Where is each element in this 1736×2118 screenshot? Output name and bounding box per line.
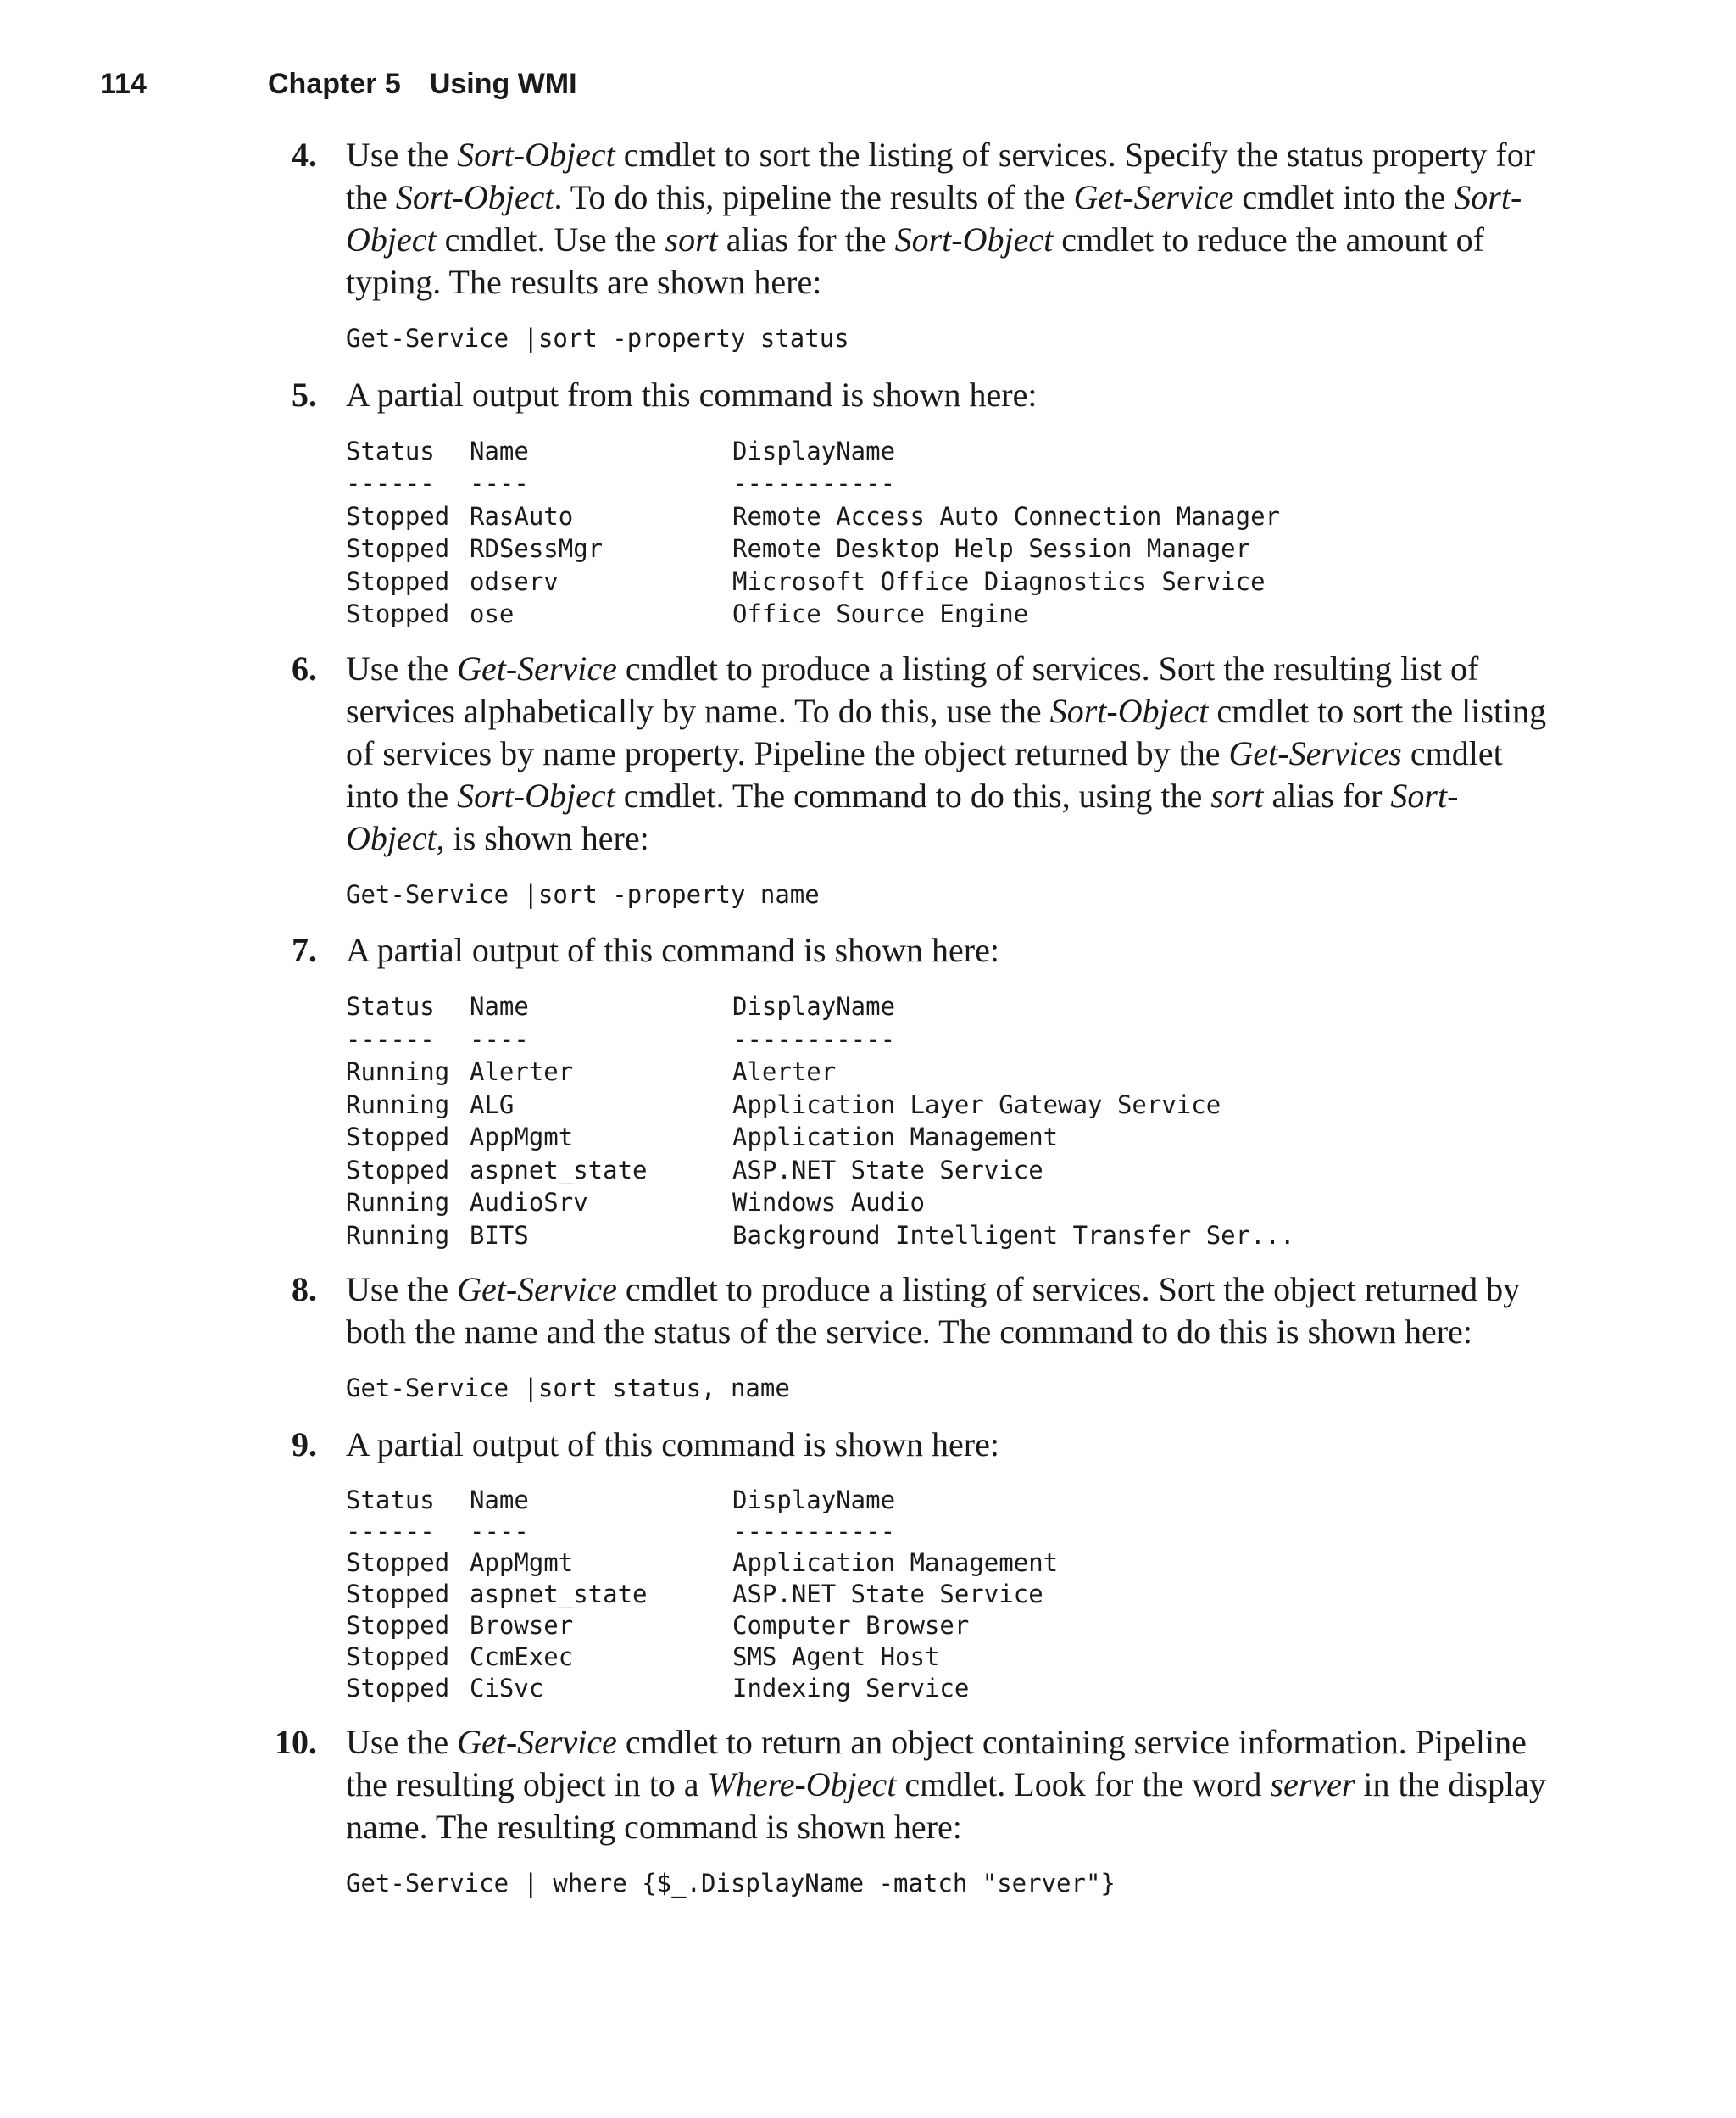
text-run: cmdlet into the bbox=[1233, 178, 1455, 216]
text-run: cmdlet to produce a listing of services. Sort the object returned by both the name and the status of the service. The command to do this is shown here: bbox=[346, 1270, 1521, 1351]
output-cell: RasAuto bbox=[470, 501, 574, 531]
emphasized-term: Sort-Object bbox=[894, 220, 1054, 259]
output-cell: Status bbox=[346, 992, 435, 1021]
output-cell: Stopped bbox=[346, 534, 450, 563]
output-cell: RDSessMgr bbox=[470, 534, 604, 563]
text-run: cmdlet to sort the listing of services. Specify the status property for the bbox=[346, 136, 1536, 216]
output-cell: AppMgmt bbox=[470, 1547, 574, 1577]
step-paragraph bbox=[346, 1268, 1550, 1353]
output-cell: ----------- bbox=[732, 1024, 896, 1054]
code-block: Get-Service |sort -property status bbox=[346, 324, 849, 353]
output-row bbox=[346, 1673, 1550, 1704]
page-number: 114 bbox=[100, 68, 147, 100]
output-cell: Application Management bbox=[732, 1547, 1059, 1577]
text-run: alias for bbox=[1263, 776, 1391, 815]
output-cell: Application Layer Gateway Service bbox=[732, 1090, 1221, 1119]
output-cell: ----------- bbox=[732, 469, 896, 498]
step-number: 10. bbox=[275, 1722, 317, 1761]
output-cell: Indexing Service bbox=[732, 1673, 970, 1703]
output-cell: ALG bbox=[470, 1090, 515, 1119]
emphasized-term: Get-Service bbox=[457, 1270, 617, 1308]
output-cell: Windows Audio bbox=[732, 1188, 925, 1217]
output-cell: Application Management bbox=[732, 1123, 1059, 1151]
chapter-label: Chapter 5 bbox=[268, 68, 401, 100]
emphasized-term: Where-Object bbox=[707, 1764, 897, 1803]
text-run: Use the bbox=[346, 649, 458, 688]
output-cell: Remote Desktop Help Session Manager bbox=[732, 534, 1251, 563]
text-run: , is shown here: bbox=[436, 818, 649, 857]
output-row bbox=[346, 1219, 1550, 1252]
text-run: Use the bbox=[346, 1270, 458, 1308]
text-run: cmdlet to return an object containing service information. Pipeline the resulting object in to a bbox=[346, 1722, 1527, 1803]
output-cell: Status bbox=[346, 436, 435, 465]
output-cell: ose bbox=[470, 599, 515, 628]
page-body bbox=[275, 134, 1550, 1918]
output-cell: aspnet_state bbox=[470, 1155, 648, 1184]
output-row bbox=[346, 1579, 1550, 1610]
output-cell: Stopped bbox=[346, 1123, 450, 1151]
text-run: cmdlet to sort the listing of services by name property. Pipeline the object returned by the bbox=[346, 691, 1547, 772]
emphasized-term: Sort-Object bbox=[457, 136, 615, 174]
output-row bbox=[346, 566, 1550, 599]
output-row bbox=[346, 500, 1550, 533]
step-item bbox=[275, 1721, 1550, 1900]
output-header-row bbox=[346, 1485, 1550, 1516]
output-cell: AudioSrv bbox=[470, 1188, 588, 1217]
output-row bbox=[346, 1056, 1550, 1089]
output-cell: ASP.NET State Service bbox=[732, 1155, 1043, 1184]
output-cell: Computer Browser bbox=[732, 1610, 970, 1640]
text-run: cmdlet. Look for the word bbox=[896, 1764, 1271, 1803]
step-item bbox=[292, 1424, 1550, 1704]
output-cell: Microsoft Office Diagnostics Service bbox=[732, 566, 1266, 596]
output-cell: ASP.NET State Service bbox=[732, 1579, 1043, 1608]
output-cell: AppMgmt bbox=[470, 1123, 574, 1151]
output-cell: DisplayName bbox=[732, 436, 896, 465]
output-row bbox=[346, 1547, 1550, 1579]
output-cell: Alerter bbox=[470, 1057, 574, 1086]
output-cell: aspnet_state bbox=[470, 1579, 648, 1608]
output-row bbox=[346, 532, 1550, 566]
step-number: 8. bbox=[292, 1270, 317, 1308]
emphasized-term: Sort-Object bbox=[346, 178, 1522, 259]
step-paragraph bbox=[346, 1721, 1550, 1848]
output-cell: ------ bbox=[346, 1516, 435, 1546]
output-header-row bbox=[346, 990, 1550, 1023]
emphasized-term: server bbox=[1270, 1764, 1355, 1803]
output-cell: Name bbox=[470, 436, 529, 465]
text-run: cmdlet. The command to do this, using the bbox=[615, 776, 1211, 815]
text-run: Use the bbox=[346, 1722, 458, 1761]
step-number: 5. bbox=[292, 375, 317, 414]
step-item bbox=[292, 648, 1550, 911]
output-cell: DisplayName bbox=[732, 992, 896, 1021]
output-cell: Stopped bbox=[346, 1155, 450, 1184]
output-table bbox=[346, 435, 1550, 631]
output-row bbox=[346, 1089, 1550, 1122]
step-paragraph bbox=[346, 1424, 1550, 1466]
output-row bbox=[346, 598, 1550, 631]
output-cell: Stopped bbox=[346, 1547, 450, 1577]
text-run: . To do this, pipeline the results of the bbox=[554, 178, 1074, 216]
emphasized-term: Sort-Object bbox=[395, 178, 554, 216]
output-row bbox=[346, 1154, 1550, 1187]
output-cell: Stopped bbox=[346, 1641, 450, 1671]
output-cell: Stopped bbox=[346, 501, 450, 531]
running-header bbox=[100, 68, 577, 101]
output-cell: Running bbox=[346, 1057, 450, 1086]
output-cell: Name bbox=[470, 992, 529, 1021]
output-row bbox=[346, 1610, 1550, 1641]
output-cell: BITS bbox=[470, 1220, 529, 1250]
output-cell: Running bbox=[346, 1090, 450, 1119]
step-paragraph bbox=[346, 374, 1550, 416]
text-run: A partial output from this command is shown here: bbox=[346, 375, 1038, 414]
emphasized-term: Get-Services bbox=[1228, 733, 1402, 772]
step-number: 7. bbox=[292, 931, 317, 969]
text-run: in the display name. The resulting command is shown here: bbox=[346, 1764, 1546, 1846]
output-cell: Running bbox=[346, 1188, 450, 1217]
output-row bbox=[346, 1641, 1550, 1673]
step-paragraph bbox=[346, 134, 1550, 304]
output-cell: ---- bbox=[470, 469, 529, 498]
output-cell: Status bbox=[346, 1485, 435, 1514]
output-row bbox=[346, 1186, 1550, 1219]
output-row bbox=[346, 1121, 1550, 1154]
code-block: Get-Service |sort -property name bbox=[346, 879, 820, 909]
output-cell: Office Source Engine bbox=[732, 599, 1029, 628]
step-number: 9. bbox=[292, 1424, 317, 1463]
output-cell: Browser bbox=[470, 1610, 574, 1640]
emphasized-term: Get-Service bbox=[1073, 178, 1234, 216]
output-cell: ----------- bbox=[732, 1516, 896, 1546]
output-cell: odserv bbox=[470, 566, 559, 596]
output-cell: Stopped bbox=[346, 599, 450, 628]
output-cell: Alerter bbox=[732, 1057, 837, 1086]
output-cell: Stopped bbox=[346, 1579, 450, 1608]
text-run: A partial output of this command is shown here: bbox=[346, 931, 999, 969]
step-item bbox=[292, 1268, 1550, 1405]
output-cell: Background Intelligent Transfer Ser... bbox=[732, 1220, 1295, 1250]
output-separator-row bbox=[346, 467, 1550, 500]
output-cell: DisplayName bbox=[732, 1485, 896, 1514]
output-table bbox=[346, 1485, 1550, 1704]
text-run: cmdlet into the bbox=[346, 733, 1503, 815]
output-cell: ---- bbox=[470, 1516, 529, 1546]
emphasized-term: sort bbox=[1210, 776, 1264, 815]
step-item bbox=[292, 929, 1550, 1251]
output-cell: Running bbox=[346, 1220, 450, 1250]
output-header-row bbox=[346, 435, 1550, 468]
output-cell: CiSvc bbox=[470, 1673, 544, 1703]
code-block: Get-Service |sort status, name bbox=[346, 1374, 790, 1402]
text-run: Use the bbox=[346, 136, 458, 174]
output-cell: Name bbox=[470, 1485, 529, 1514]
chapter-title: Using WMI bbox=[429, 68, 577, 100]
text-run: cmdlet to produce a listing of services. Sort the resulting list of services alphabetically by name. To do this, use the bbox=[346, 649, 1479, 730]
output-separator-row bbox=[346, 1023, 1550, 1056]
step-paragraph bbox=[346, 648, 1550, 860]
emphasized-term: Get-Service bbox=[457, 649, 617, 688]
text-run: cmdlet. Use the bbox=[436, 220, 665, 259]
output-cell: Stopped bbox=[346, 1673, 450, 1703]
output-table bbox=[346, 990, 1550, 1251]
output-cell: Stopped bbox=[346, 566, 450, 596]
output-cell: ------ bbox=[346, 469, 435, 498]
output-cell: ------ bbox=[346, 1024, 435, 1054]
output-cell: Stopped bbox=[346, 1610, 450, 1640]
code-block: Get-Service | where {$_.DisplayName -match "server"} bbox=[346, 1868, 1116, 1898]
emphasized-term: Sort-Object bbox=[1049, 691, 1209, 730]
output-cell: ---- bbox=[470, 1024, 529, 1054]
output-cell: Remote Access Auto Connection Manager bbox=[732, 501, 1281, 531]
step-number: 4. bbox=[292, 136, 317, 174]
text-run: cmdlet to reduce the amount of typing. The results are shown here: bbox=[346, 220, 1484, 301]
text-run: alias for the bbox=[717, 220, 895, 259]
text-run: A partial output of this command is shown here: bbox=[346, 1424, 999, 1463]
output-cell: CcmExec bbox=[470, 1641, 574, 1671]
step-item bbox=[292, 134, 1550, 355]
output-separator-row bbox=[346, 1516, 1550, 1547]
output-cell: SMS Agent Host bbox=[732, 1641, 940, 1671]
emphasized-term: sort bbox=[665, 220, 718, 259]
emphasized-term: Sort-Object bbox=[346, 776, 1459, 857]
step-paragraph bbox=[346, 929, 1550, 972]
emphasized-term: Sort-Object bbox=[457, 776, 615, 815]
step-item bbox=[292, 374, 1550, 631]
emphasized-term: Get-Service bbox=[457, 1722, 617, 1761]
step-number: 6. bbox=[292, 649, 317, 688]
